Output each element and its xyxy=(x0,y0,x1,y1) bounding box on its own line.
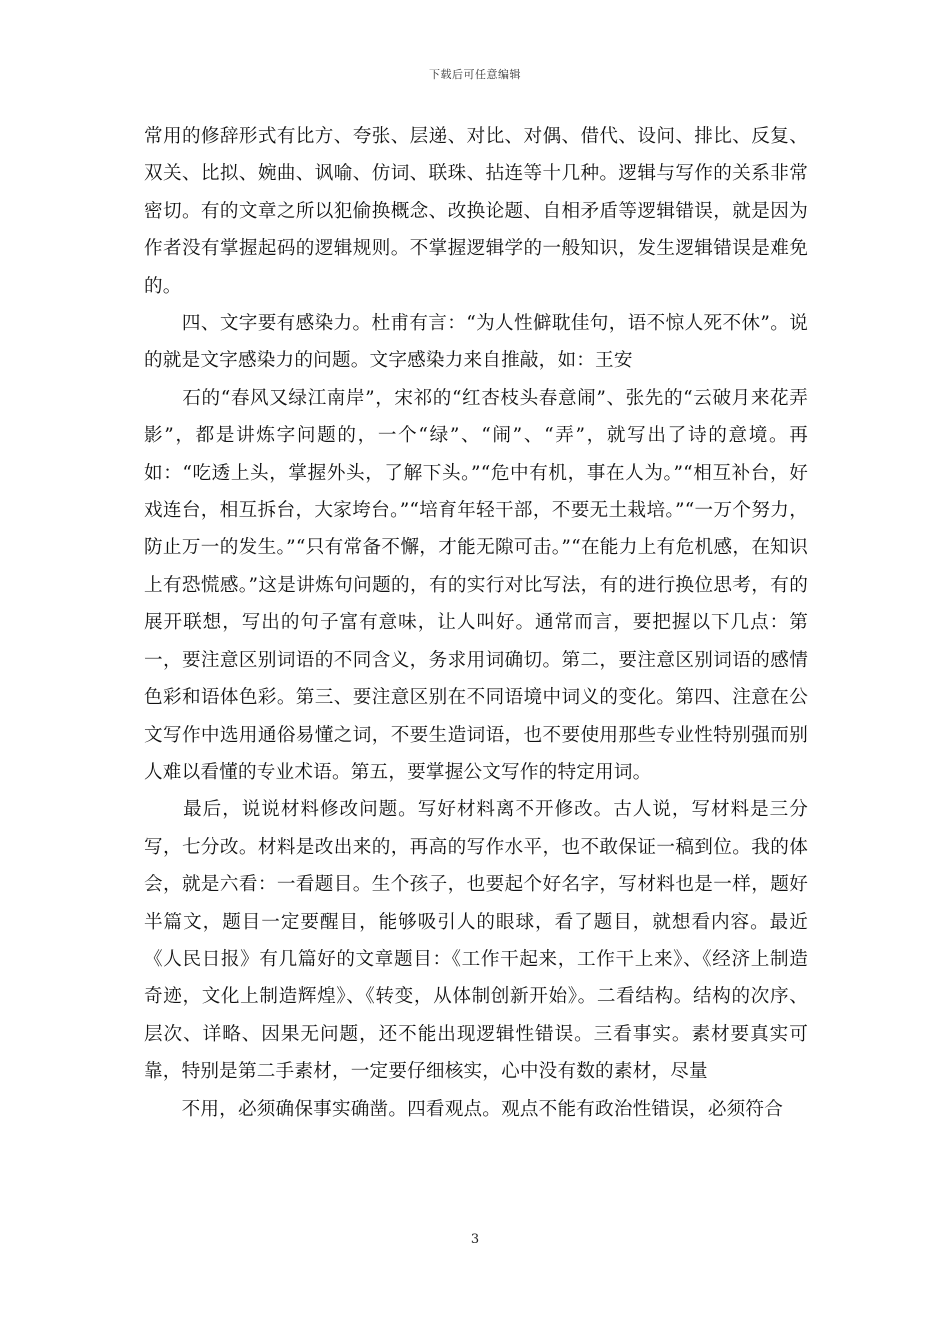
page-header: 下载后可任意编辑 xyxy=(429,68,521,81)
page-number: 3 xyxy=(470,1232,480,1247)
paragraph: 不用，必须确保事实确凿。四看观点。观点不能有政治性错误，必须符合 xyxy=(144,1098,783,1120)
paragraph: 石的“春风又绿江南岸”，宋祁的“红杏枝头春意闹”、张先的“云破月来花弄影”，都是讲炼字问题的，一个“绿”、“闹”、“弄”，就写出了诗的意境。再如：“吃透上头，掌握外头，了解下头。”“危中有机，事在人为。”“相互补台，好戏连台，相互拆台，大家垮台。”“培育年轻干部，不要无土栽培。”“一万个努力，防止万一的发生。”“只有常备不懈，才能无隙可击。”“在能力上有危机感，在知识上有恐慌感。”这是讲炼句问题的，有的实行对比写法，有的进行换位思考，有的展开联想，写出的句子富有意味，让人叫好。通常而言，要把握以下几点：第一，要注意区别词语的不同含义，务求用词确切。第二，要注意区别词语的感情色彩和语体色彩。第三、要注意区别在不同语境中词义的变化。第四、注意在公文写作中选用通俗易懂之词，不要生造词语，也不要使用那些专业性特别强而别人难以看懂的专业术语。第五，要掌握公文写作的特定用词。 xyxy=(144,387,808,783)
paragraph: 四、文字要有感染力。杜甫有言：“为人性僻耽佳句，语不惊人死不休”。说的就是文字感染力的问题。文字感染力来自推敲，如：王安 xyxy=(144,313,808,372)
document-body xyxy=(144,118,808,1128)
paragraph: 最后，说说材料修改问题。写好材料离不开修改。古人说，写材料是三分写，七分改。材料是改出来的，再高的写作水平，也不敢保证一稿到位。我的体会，就是六看：一看题目。生个孩子，也要起个好名字，写材料也是一样，题好半篇文，题目一定要醒目，能够吸引人的眼球，看了题目，就想看内容。最近《人民日报》有几篇好的文章题目：《工作干起来，工作干上来》、《经济上制造奇迹，文化上制造辉煌》、《转变，从体制创新开始》。二看结构。结构的次序、层次、详略、因果无问题，还不能出现逻辑性错误。三看事实。素材要真实可靠，特别是第二手素材，一定要仔细核实，心中没有数的素材，尽量 xyxy=(144,799,808,1083)
paragraph: 常用的修辞形式有比方、夸张、层递、对比、对偶、借代、设问、排比、反复、双关、比拟、婉曲、讽喻、仿词、联珠、拈连等十几种。逻辑与写作的关系非常密切。有的文章之所以犯偷换概念、改换论题、自相矛盾等逻辑错误，就是因为作者没有掌握起码的逻辑规则。不掌握逻辑学的一般知识，发生逻辑错误是难免的。 xyxy=(144,126,808,297)
